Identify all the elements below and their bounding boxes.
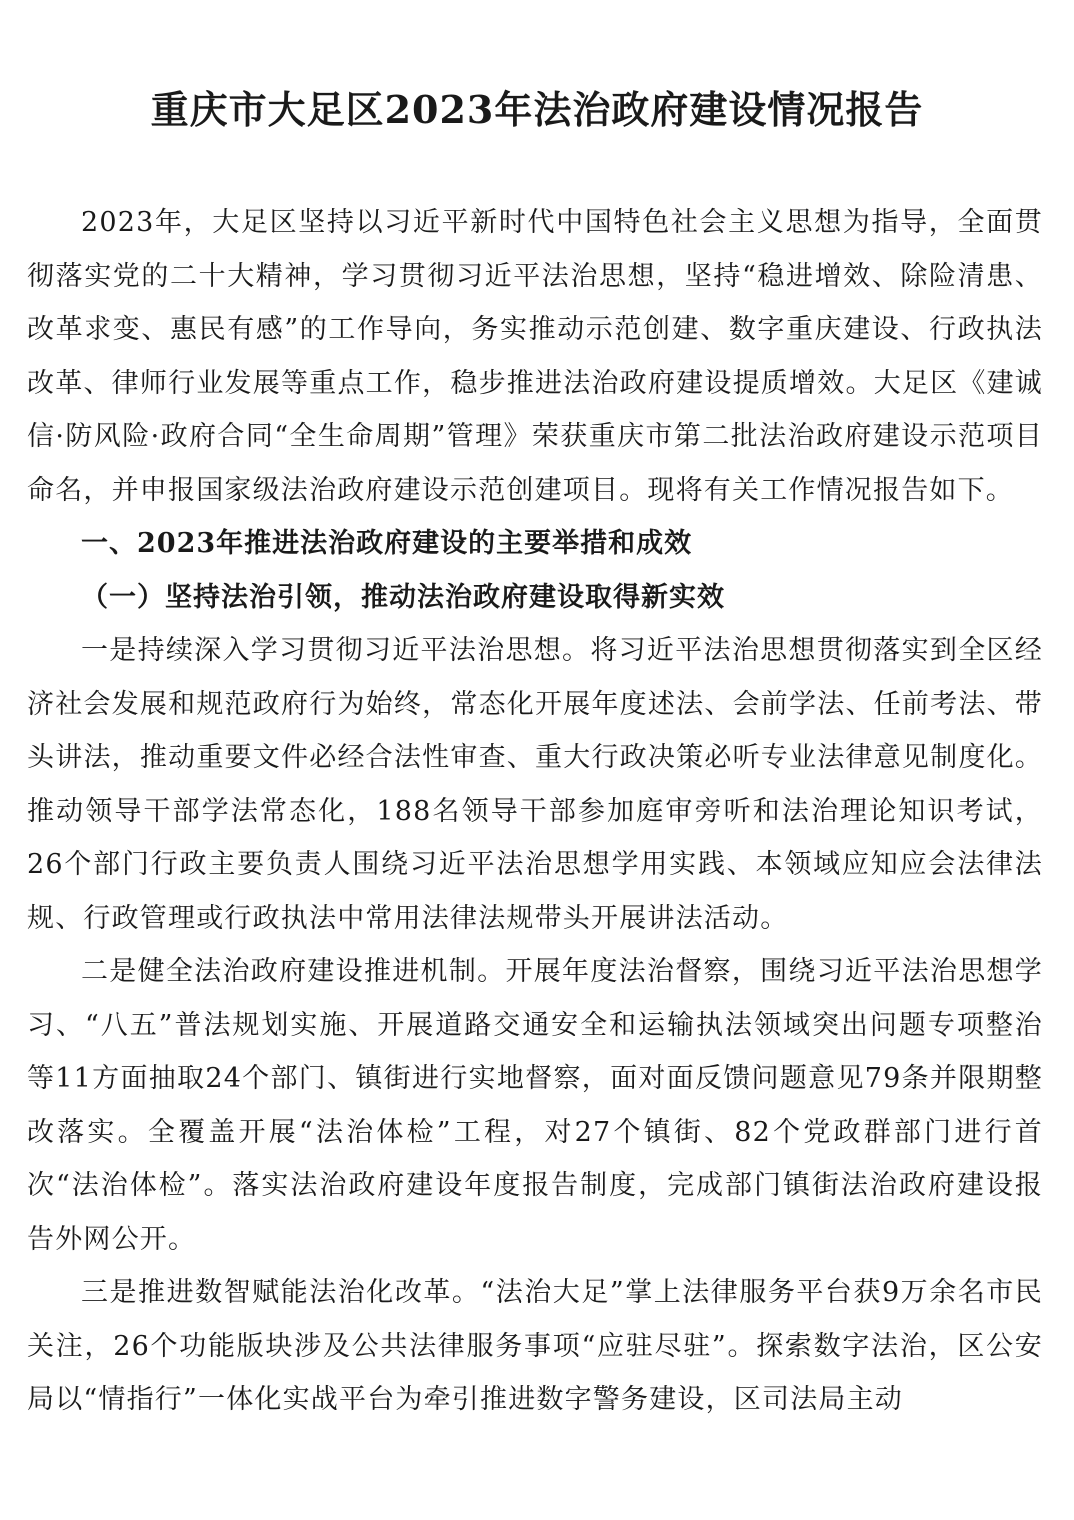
section-heading: 一、2023年推进法治政府建设的主要举措和成效 xyxy=(81,528,693,559)
body-paragraph-3: 三是推进数智赋能法治化改革。“法治大足”掌上法律服务平台获9万余名市民关注，26个功能版块涉及公共法律服务事项“应驻尽驻”。探索数字法治，区公安局以“情指行”一体化实战平台为牵引推进数字警务建设，区司法局主动 xyxy=(27,1277,1043,1415)
document-title: 重庆市大足区2023年法治政府建设情况报告 xyxy=(150,87,924,132)
body-paragraph-2: 二是健全法治政府建设推进机制。开展年度法治督察，围绕习近平法治思想学习、“八五”普法规划实施、开展道路交通安全和运输执法领域突出问题专项整治等11方面抽取24个部门、镇街进行实地督察，面对面反馈问题意见79条并限期整改落实。全覆盖开展“法治体检”工程，对27个镇街、82个党政群部门进行首次“法治体检”。落实法治政府建设年度报告制度，完成部门镇街法治政府建设报告外网公开。 xyxy=(27,956,1043,1255)
document-body xyxy=(27,196,1043,1427)
subsection-heading: （一）坚持法治引领，推动法治政府建设取得新实效 xyxy=(81,581,725,613)
intro-paragraph: 2023年，大足区坚持以习近平新时代中国特色社会主义思想为指导，全面贯彻落实党的二十大精神，学习贯彻习近平法治思想，坚持“稳进增效、除险清患、改革求变、惠民有感”的工作导向，务实推动示范创建、数字重庆建设、行政执法改革、律师行业发展等重点工作，稳步推进法治政府建设提质增效。大足区《建诚信·防风险·政府合同“全生命周期”管理》荣获重庆市第二批法治政府建设示范项目命名，并申报国家级法治政府建设示范创建项目。现将有关工作情况报告如下。 xyxy=(27,207,1043,506)
body-paragraph-1: 一是持续深入学习贯彻习近平法治思想。将习近平法治思想贯彻落实到全区经济社会发展和规范政府行为始终，常态化开展年度述法、会前学法、任前考法、带头讲法，推动重要文件必经合法性审查、重大行政决策必听专业法律意见制度化。推动领导干部学法常态化，188名领导干部参加庭审旁听和法治理论知识考试，26个部门行政主要负责人围绕习近平法治思想学用实践、本领域应知应会法律法规、行政管理或行政执法中常用法律法规带头开展讲法活动。 xyxy=(27,635,1043,934)
